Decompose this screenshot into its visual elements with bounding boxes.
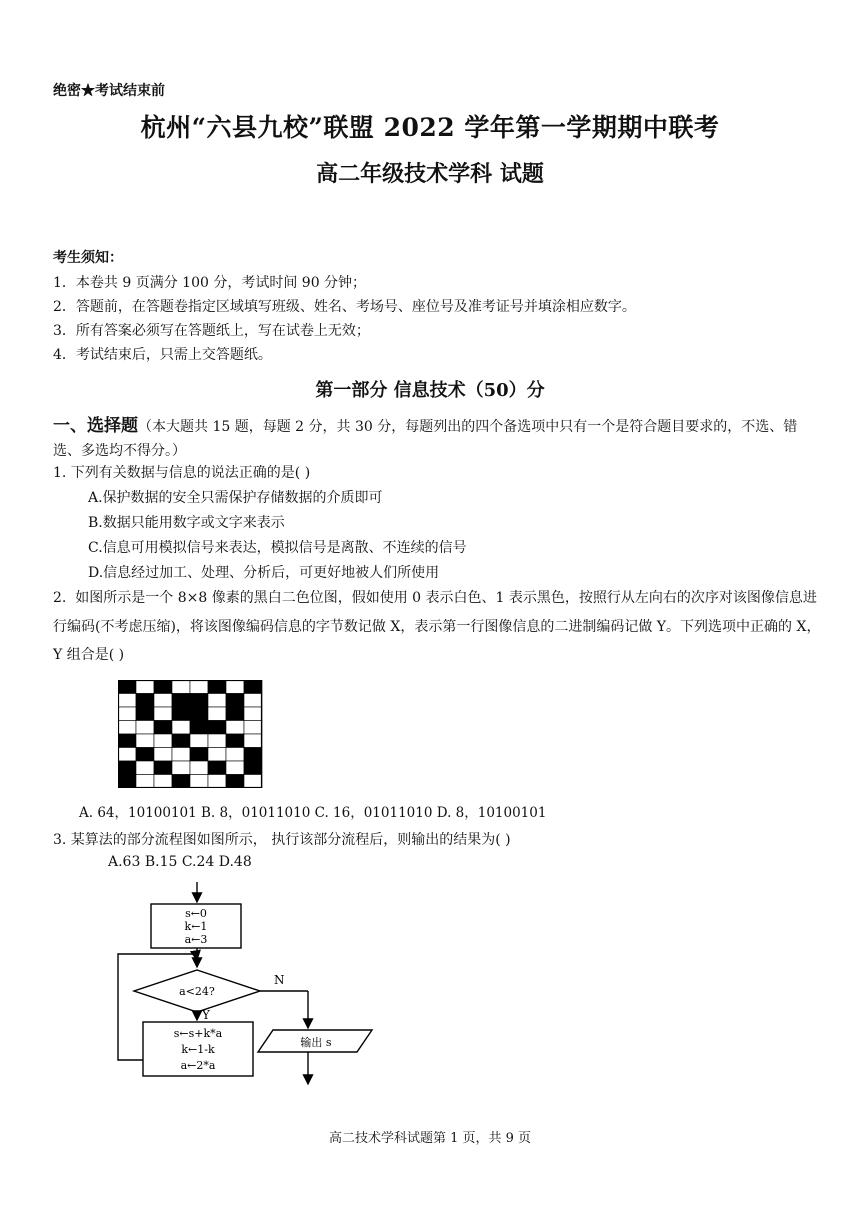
notice-item: 2．答题前，在答题卷指定区域填写班级、姓名、考场号、座位号及准考证号并填涂相应数字。 <box>53 299 636 315</box>
bitmap-pixel <box>190 734 208 748</box>
question-1-option-a: A.保护数据的安全只需保护存储数据的介质即可 <box>88 490 383 506</box>
section-label: 一、选择题 <box>53 416 138 436</box>
exam-subtitle: 高二年级技术学科 试题 <box>316 161 544 187</box>
bitmap-pixel <box>244 680 262 694</box>
bitmap-pixel <box>190 721 208 735</box>
bitmap-pixel <box>172 748 190 762</box>
question-1-option-c: C.信息可用模拟信号来表达，模拟信号是离散、不连续的信号 <box>88 540 467 556</box>
question-2-number: 2. <box>53 590 67 606</box>
bitmap-pixel <box>172 694 190 708</box>
bitmap-pixel <box>172 761 190 775</box>
bitmap-pixel <box>172 734 190 748</box>
bitmap-pixel <box>226 721 244 735</box>
loop-back-arrow <box>196 954 197 960</box>
bitmap-pixel <box>136 680 154 694</box>
init-line: k←1 <box>184 920 208 933</box>
bitmap-pixel <box>172 680 190 694</box>
bitmap-pixel <box>154 680 172 694</box>
notice-item: 4．考试结束后，只需上交答题纸。 <box>53 347 272 363</box>
output-text: 输出 s <box>300 1036 332 1049</box>
bitmap-pixel <box>136 694 154 708</box>
question-1-option-d: D.信息经过加工、处理、分析后，可更好地被人们所使用 <box>88 565 440 581</box>
bitmap-pixel <box>136 775 154 789</box>
bitmap-pixel <box>136 748 154 762</box>
init-line: s←0 <box>185 907 207 920</box>
bitmap-pixel <box>190 748 208 762</box>
part-heading: 第一部分 信息技术（50）分 <box>315 380 545 401</box>
bitmap-figure <box>118 680 263 788</box>
bitmap-pixel <box>172 775 190 789</box>
bitmap-pixel <box>118 734 136 748</box>
bitmap-pixel <box>226 694 244 708</box>
init-line: a←3 <box>184 933 208 946</box>
question-1-stem: 1. 下列有关数据与信息的说法正确的是( ) <box>53 465 311 481</box>
exam-title: 杭州“六县九校”联盟 2022 学年第一学期期中联考 <box>140 113 720 142</box>
bitmap-pixel <box>208 707 226 721</box>
bitmap-pixel <box>118 721 136 735</box>
bitmap-pixel <box>190 761 208 775</box>
bitmap-pixel <box>244 761 262 775</box>
bitmap-pixel <box>118 680 136 694</box>
bitmap-pixel <box>208 721 226 735</box>
bitmap-pixel <box>136 761 154 775</box>
body-line: a←2*a <box>180 1059 216 1072</box>
bitmap-pixel <box>226 761 244 775</box>
bitmap-pixel <box>226 748 244 762</box>
confidential-mark: 绝密★考试结束前 <box>53 83 165 99</box>
bitmap-pixel <box>118 707 136 721</box>
body-line: k←1-k <box>181 1043 215 1056</box>
bitmap-pixel <box>136 707 154 721</box>
bitmap-pixel <box>154 775 172 789</box>
bitmap-pixel <box>136 721 154 735</box>
bitmap-pixel <box>208 775 226 789</box>
question-3-stem: 3. 某算法的部分流程图如图所示， 执行该部分流程后，则输出的结果为( ) <box>53 832 511 848</box>
bitmap-grid <box>118 680 262 788</box>
notice-heading: 考生须知： <box>53 250 123 266</box>
question-3-options: A.63 B.15 C.24 D.48 <box>108 854 252 870</box>
bitmap-pixel <box>244 734 262 748</box>
bitmap-pixel <box>190 707 208 721</box>
bitmap-pixel <box>172 707 190 721</box>
bitmap-pixel <box>154 694 172 708</box>
bitmap-pixel <box>118 748 136 762</box>
bitmap-pixel <box>118 775 136 789</box>
bitmap-pixel <box>118 761 136 775</box>
bitmap-pixel <box>154 761 172 775</box>
bitmap-pixel <box>208 761 226 775</box>
bitmap-pixel <box>154 748 172 762</box>
bitmap-pixel <box>226 734 244 748</box>
page-footer: 高二技术学科试题第 1 页，共 9 页 <box>328 1131 532 1146</box>
bitmap-pixel <box>244 775 262 789</box>
bitmap-pixel <box>244 721 262 735</box>
notice-item: 1．本卷共 9 页满分 100 分，考试时间 90 分钟； <box>53 275 367 291</box>
bitmap-pixel <box>136 734 154 748</box>
bitmap-pixel <box>208 734 226 748</box>
bitmap-pixel <box>190 694 208 708</box>
flowchart <box>110 880 380 1090</box>
bitmap-pixel <box>208 680 226 694</box>
bitmap-pixel <box>226 707 244 721</box>
yes-label: Y <box>202 1008 210 1022</box>
bitmap-pixel <box>190 775 208 789</box>
bitmap-pixel <box>226 680 244 694</box>
bitmap-pixel <box>244 748 262 762</box>
bitmap-pixel <box>154 721 172 735</box>
bitmap-pixel <box>154 707 172 721</box>
question-2-options: A. 64，10100101 B. 8，01011010 C. 16，01011010 D. 8，10100101 <box>79 805 547 821</box>
question-2-stem <box>53 584 823 670</box>
bitmap-pixel <box>190 680 208 694</box>
section-heading <box>53 414 823 463</box>
bitmap-pixel <box>244 694 262 708</box>
question-1-option-b: B.数据只能用数字或文字来表示 <box>88 515 285 531</box>
body-line: s←s+k*a <box>173 1027 223 1040</box>
notice-item: 3．所有答案必须写在答题纸上，写在试卷上无效； <box>53 323 370 339</box>
bitmap-pixel <box>244 707 262 721</box>
decision-condition: a<24? <box>179 985 215 998</box>
bitmap-pixel <box>226 775 244 789</box>
bitmap-pixel <box>154 734 172 748</box>
bitmap-pixel <box>172 721 190 735</box>
section-description: （本大题共 15 题，每题 2 分，共 30 分，每题列出的四个备选项中只有一个是符合题目要求的，不选、错选、多选均不得分。） <box>53 419 798 459</box>
question-2-text: 如图所示是一个 8×8 像素的黑白二色位图，假如使用 0 表示白色、1 表示黑色，按照行从左向右的次序对该图像信息进行编码(不考虑压缩)，将该图像编码信息的字节数记做 X，表示第一行图像信息的二进制编码记做 Y。下列选项中正确的 X，Y 组合是( ) <box>53 590 821 663</box>
bitmap-pixel <box>208 748 226 762</box>
bitmap-pixel <box>208 694 226 708</box>
no-label: N <box>274 973 285 987</box>
bitmap-pixel <box>118 694 136 708</box>
